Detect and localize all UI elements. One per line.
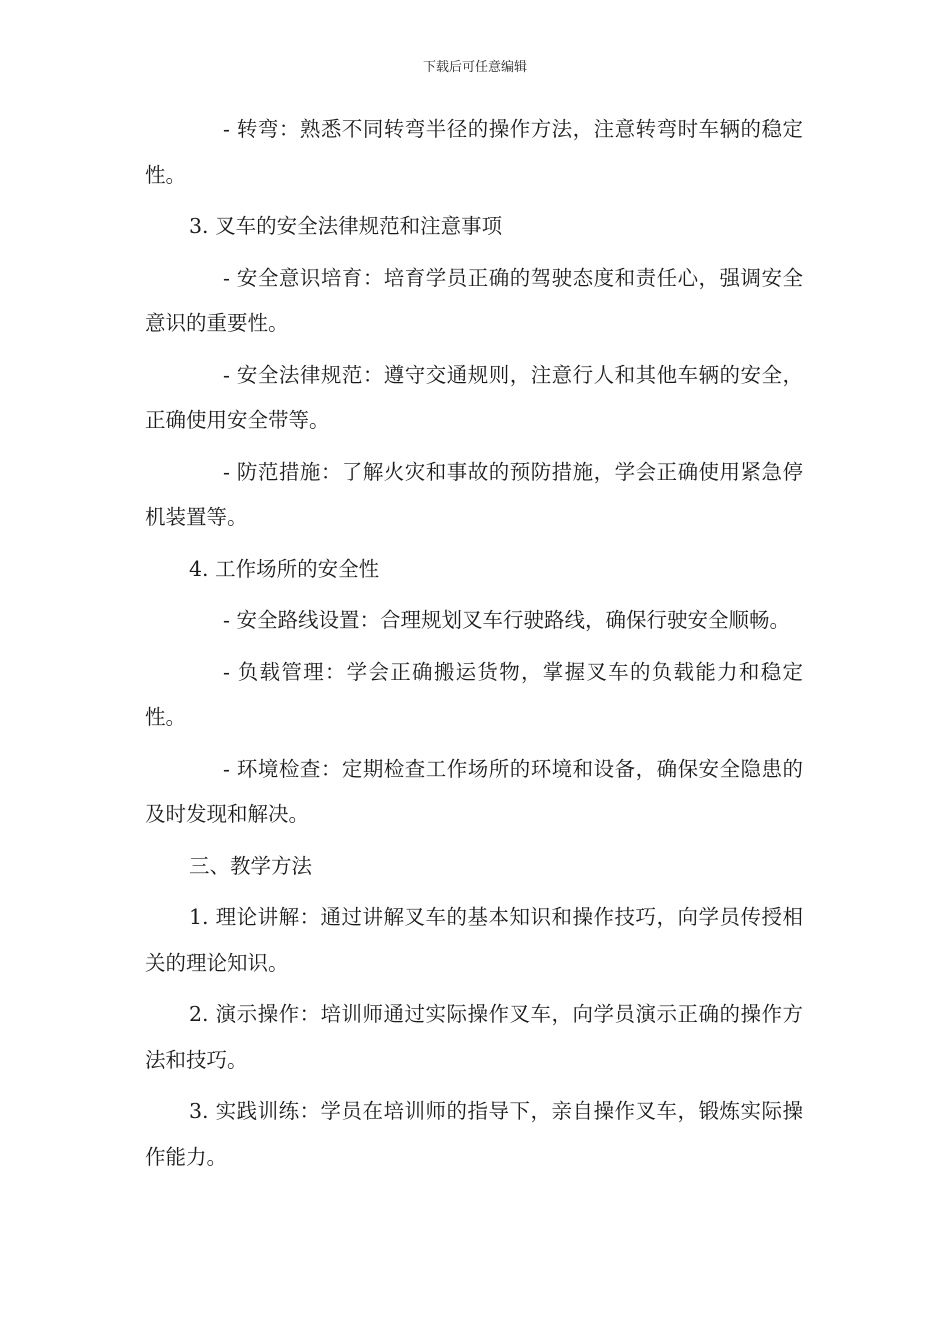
paragraph-safety-awareness: - 安全意识培育：培育学员正确的驾驶态度和责任心，强调安全意识的重要性。 bbox=[145, 265, 803, 335]
chapter-heading-teaching-methods: 三、教学方法 bbox=[189, 853, 312, 878]
page-header: 下载后可任意编辑 bbox=[422, 60, 527, 75]
paragraph-demonstration: 2. 演示操作：培训师通过实际操作叉车，向学员演示正确的操作方法和技巧。 bbox=[145, 1002, 803, 1072]
paragraph-practice-training: 3. 实践训练：学员在培训师的指导下，亲自操作叉车，锻炼实际操作能力。 bbox=[145, 1099, 803, 1169]
paragraph-safety-law: - 安全法律规范：遵守交通规则，注意行人和其他车辆的安全，正确使用安全带等。 bbox=[145, 362, 803, 432]
paragraph-prevention: - 防范措施：了解火灾和事故的预防措施，学会正确使用紧急停机装置等。 bbox=[145, 459, 803, 529]
paragraph-theory-lecture: 1. 理论讲解：通过讲解叉车的基本知识和操作技巧，向学员传授相关的理论知识。 bbox=[145, 905, 803, 975]
section-heading-safety-law: 3. 叉车的安全法律规范和注意事项 bbox=[189, 214, 503, 238]
section-heading-workplace-safety: 4. 工作场所的安全性 bbox=[189, 556, 380, 581]
paragraph-environment-check: - 环境检查：定期检查工作场所的环境和设备，确保安全隐患的及时发现和解决。 bbox=[145, 756, 803, 826]
paragraph-turning: - 转弯：熟悉不同转弯半径的操作方法，注意转弯时车辆的稳定性。 bbox=[145, 117, 803, 187]
document-body bbox=[145, 107, 803, 1186]
paragraph-route-setting: - 安全路线设置：合理规划叉车行驶路线，确保行驶安全顺畅。 bbox=[223, 608, 790, 632]
paragraph-load-management: - 负载管理：学会正确搬运货物，掌握叉车的负载能力和稳定性。 bbox=[145, 659, 803, 729]
